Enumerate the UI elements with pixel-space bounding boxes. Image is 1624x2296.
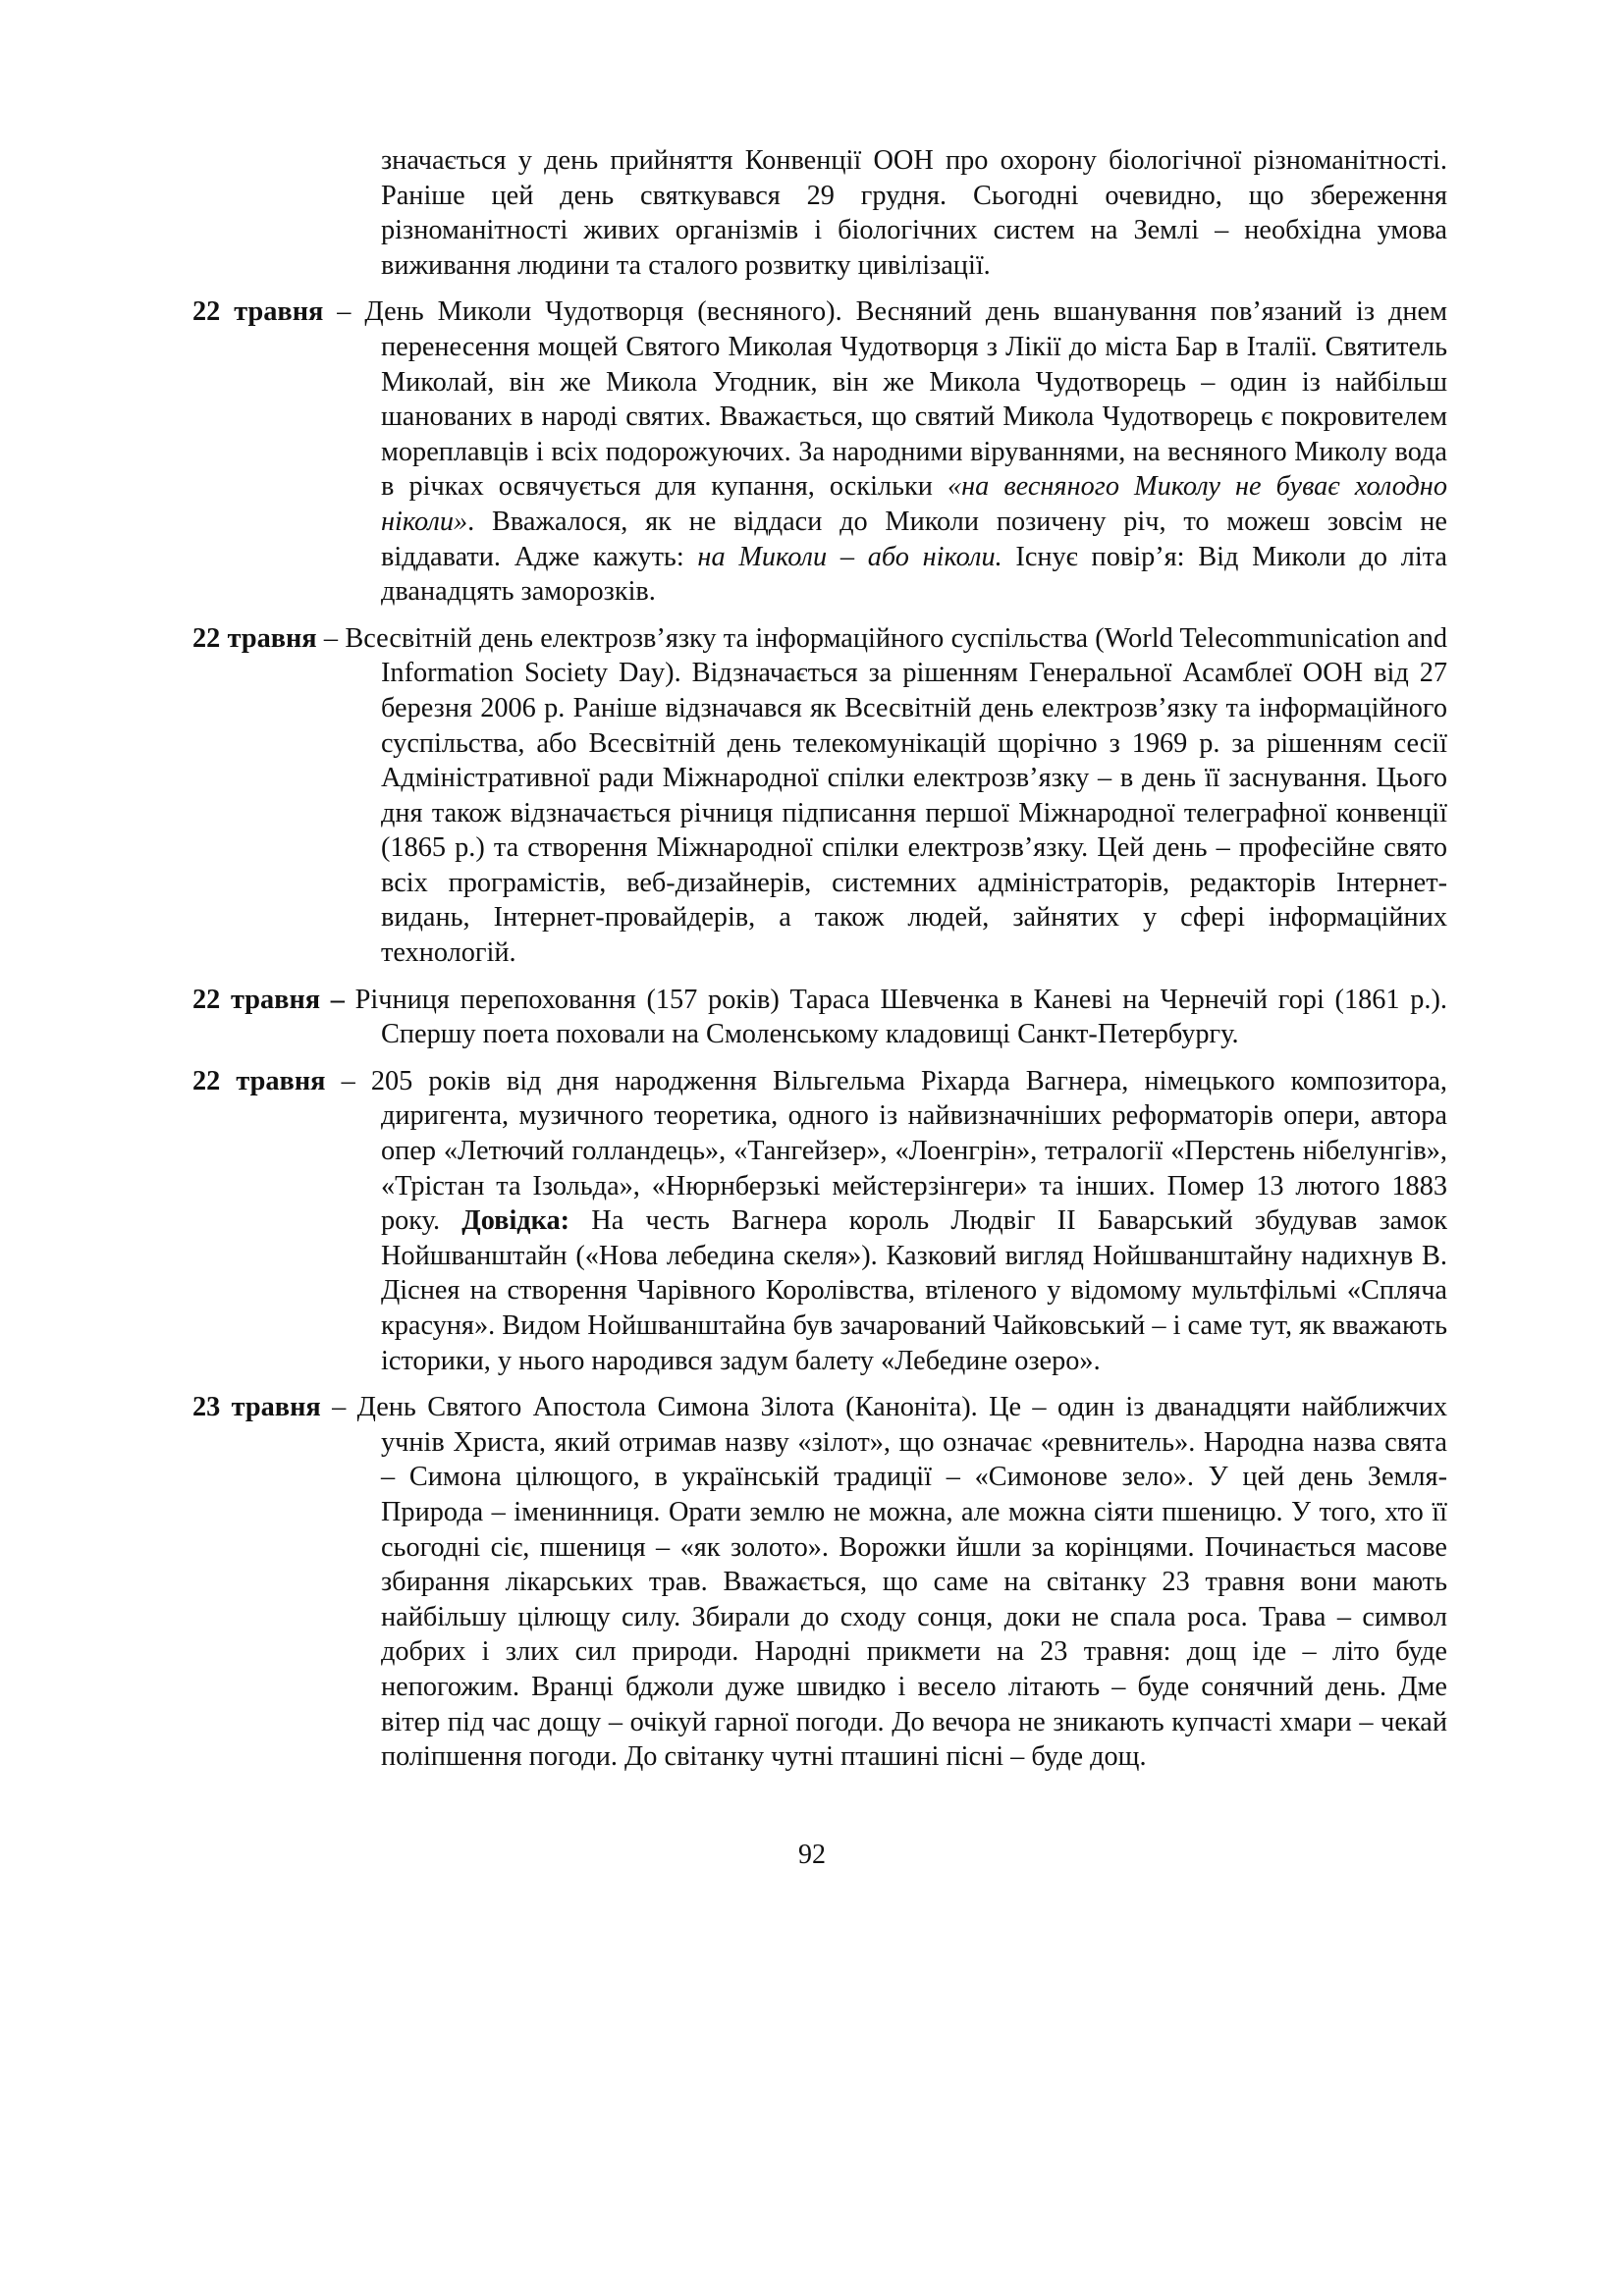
entry-shevchenko-reburial xyxy=(192,983,1447,1052)
document-body xyxy=(192,143,1447,1787)
entry-text: – День Миколи Чудотворця (весняного). Весняний день вшанування пов’язаний із днем перенесення мощей Святого Миколая Чудотворця з Лікії до міста Бар в Італії. Святитель Миколай, він же Микола Угодник, він же Микола Чудотворець – один із найбільш шанованих в народі святих. Вважається, що святий Микола Чудотворець є покровителем мореплавців і всіх подорожуючих. За народними віруваннями, на весняного Миколу вода в річках освячується для купання, оскільки xyxy=(323,296,1447,503)
entry-nicholas-day xyxy=(192,294,1447,609)
entry-date: 22 травня xyxy=(192,1065,326,1096)
entry-simon-zealot-day xyxy=(192,1390,1447,1775)
entry-text: – 205 років від дня народження Вільгельма Ріхарда Вагнера, німецького композитора, диригента, музичного теоретика, одного із найвизначніших реформаторів опери, автора опер «Летючий голландець», «Тангейзер», «Лоенгрін», тетралогії «Перстень нібелунгів», «Трістан та Ізольда», «Нюрнберзькі мейстерзінгери» та інших. Помер 13 лютого 1883 року. xyxy=(325,1065,1447,1237)
entry-note-label: Довідка: xyxy=(461,1205,570,1237)
entry-text: – Всесвітній день електрозв’язку та інформаційного суспільства (World Telecommunication and Information Society Day). Відзначається за рішенням Генеральної Асамблеї ООН від 27 березня 2006 р. Раніше відзначався як Всесвітній день електрозв’язку та інформаційного суспільства, або Всесвітній день телекомунікацій щорічно з 1969 р. за рішенням сесії Адміністративної ради Міжнародної спілки електрозв’язку – в день її заснування. Цього дня також відзначається річниця підписання першої Міжнародної телеграфної конвенції (1865 р.) та створення Міжнародної спілки електрозв’язку. Цей день – професійне свято всіх програмістів, веб-дизайнерів, системних адміністраторів, редакторів Інтернет-видань, Інтернет-провайдерів, а також людей, зайнятих у сфері інформаційних технологій. xyxy=(316,622,1447,969)
entry-date: 23 травня xyxy=(192,1392,321,1423)
entry-quote: «на весняного Миколу не буває холодно ніколи» xyxy=(381,471,1447,537)
entry-text: На честь Вагнера король Людвіг ІІ Баварський збудував замок Нойшванштайн («Нова лебедина скеля»). Казковий вигляд Нойшванштайну надихнув В. Діснея на створення Чарівного Королівства, втіленого у відомому мультфільмі «Спляча красуня». Видом Нойшванштайна був зачарований Чайковський – і саме тут, як вважають історики, у нього народився задум балету «Лебедине озеро». xyxy=(381,1205,1447,1376)
entry-date: 22 травня – xyxy=(192,984,345,1015)
entry-text: . Вважалося, як не віддаси до Миколи позичену річ, то можеш зовсім не віддавати. Адже кажуть: xyxy=(381,506,1447,572)
entry-text: – День Святого Апостола Симона Зілота (Каноніта). Це – один із дванадцяти найближчих учнів Христа, який отримав назву «зілот», що означає «ревнитель». Народна назва свята – Симона цілющого, в українській традиції – «Симонове зело». У цей день Земля-Природа – іменинниця. Орати землю не можна, але можна сіяти пшеницю. У того, хто її сьогодні сіє, пшениця – «як золото». Ворожки йшли за корінцями. Починається масове збирання лікарських трав. Вважається, що саме на світанку 23 травня вони мають найбільшу цілющу силу. Збирали до сходу сонця, доки не спала роса. Трава – символ добрих і злих сил природи. Народні прикмети на 23 травня: дощ іде – літо буде непогожим. Вранці бджоли дуже швидко і весело літають – буде сонячний день. Дме вітер під час дощу – очікуй гарної погоди. До вечора не зникають купчасті хмари – чекай поліпшення погоди. До світанку чутні пташині пісні – буде дощ. xyxy=(320,1392,1447,1773)
entry-date: 22 травня xyxy=(192,622,317,654)
entry-text: Річниця перепоховання (157 років) Тараса Шевченка в Каневі на Чернечій горі (1861 р.). Спершу поета поховали на Смоленському кладовищі Санкт-Петербургу. xyxy=(344,984,1447,1050)
intro-paragraph: значається у день прийняття Конвенції ООН про охорону біологічної різноманітності. Раніше цей день святкувався 29 грудня. Сьогодні очевидно, що збереження різноманітності живих організмів і біологічних систем на Землі – необхідна умова виживання людини та сталого розвитку цивілізації. xyxy=(381,145,1447,281)
entry-saying: на Миколи – або ніколи. xyxy=(697,541,1002,572)
entry-wagner-birthday xyxy=(192,1064,1447,1378)
entry-text: Існує повір’я: Від Миколи до літа дванадцять заморозків. xyxy=(381,541,1447,608)
page-number: 92 xyxy=(798,1840,826,1870)
entry-telecom-day xyxy=(192,621,1447,971)
entry-date: 22 травня xyxy=(192,296,324,328)
